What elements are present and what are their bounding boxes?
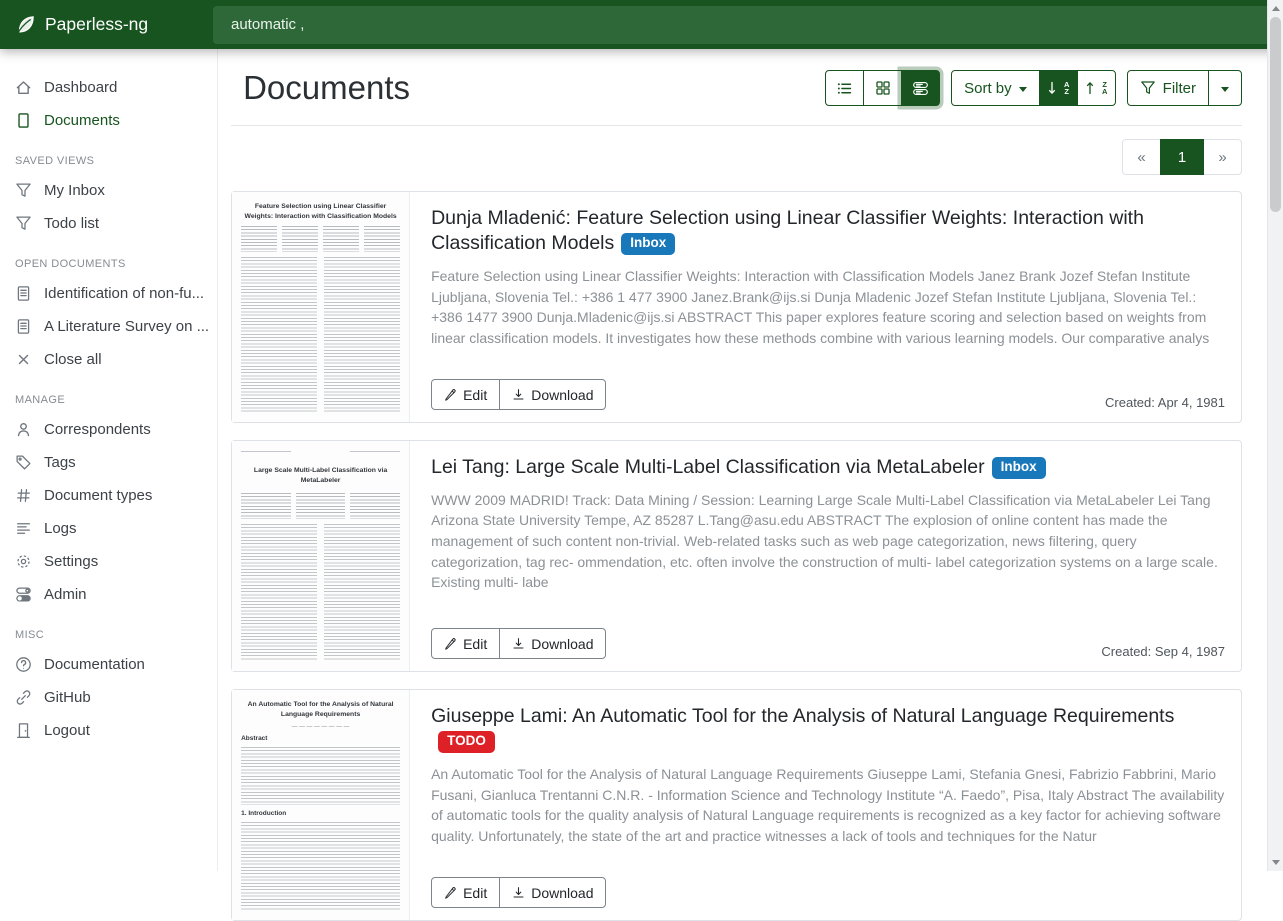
person-icon bbox=[15, 421, 32, 438]
sidebar-item-label: Correspondents bbox=[44, 421, 151, 438]
funnel-icon bbox=[15, 182, 32, 199]
sidebar-item-my-inbox[interactable] bbox=[0, 174, 217, 207]
pagination bbox=[1122, 139, 1242, 175]
edit-button[interactable] bbox=[431, 379, 500, 410]
sidebar-item-logs[interactable] bbox=[0, 512, 217, 545]
sidebar-item-open-doc-1[interactable] bbox=[0, 277, 217, 310]
brand-name: Paperless-ng bbox=[45, 14, 149, 34]
edit-label: Edit bbox=[463, 635, 488, 652]
sidebar-item-label: Documents bbox=[44, 112, 120, 129]
a-z-letters: A Z bbox=[1063, 79, 1070, 96]
top-navbar bbox=[0, 0, 1283, 49]
download-button[interactable] bbox=[499, 628, 606, 659]
sort-descending-button[interactable] bbox=[1039, 70, 1078, 106]
close-icon bbox=[15, 351, 32, 368]
card-actions bbox=[431, 379, 606, 410]
view-list-button[interactable] bbox=[825, 70, 864, 106]
scroll-down-arrow-icon[interactable] bbox=[1272, 860, 1280, 865]
funnel-icon bbox=[1140, 80, 1156, 96]
document-snippet: An Automatic Tool for the Analysis of Natural Language Requirements Giuseppe Lami, Stefania Gnesi, Fabrizio Fabbrini, Mario Fusani, Gianluca Trentanni C.N.R. - Information Science and Technology Institute “A. Faedo”, Pisa, Italy Abstract The availability of automatic tools for the quality analysis of Natural Language requirements is recognized as a key factor for achieving software quality. Unfortunately, the state of the art and practice witnesses a lack of tools and techniques for the Natur bbox=[431, 766, 1225, 844]
pencil-icon bbox=[444, 637, 457, 650]
pagination-page-1-button[interactable]: 1 bbox=[1160, 139, 1204, 175]
filter-button[interactable] bbox=[1127, 70, 1209, 106]
created-date: Created: Sep 4, 1987 bbox=[1101, 644, 1225, 659]
sidebar-item-label: Todo list bbox=[44, 215, 100, 232]
view-grid-button[interactable] bbox=[863, 70, 902, 106]
thumbnail-section-heading: 1. Introduction bbox=[241, 810, 287, 818]
file-text-icon bbox=[15, 285, 32, 302]
sidebar-section-manage: MANAGE bbox=[15, 394, 66, 406]
sort-by-label: Sort by bbox=[964, 79, 1012, 97]
house-icon bbox=[15, 79, 32, 96]
document-title: Lei Tang: Large Scale Multi-Label Classification via MetaLabeler bbox=[431, 456, 985, 478]
sidebar-item-label: Close all bbox=[44, 351, 102, 368]
text-lines-icon bbox=[15, 520, 32, 537]
sort-alpha-down-icon bbox=[1047, 81, 1057, 95]
document-title: Dunja Mladenić: Feature Selection using Linear Classifier Weights: Interaction with Classification Models bbox=[431, 207, 1144, 255]
download-label: Download bbox=[531, 386, 594, 403]
download-icon bbox=[512, 886, 525, 899]
download-label: Download bbox=[531, 884, 594, 901]
sidebar-item-admin[interactable] bbox=[0, 578, 217, 611]
sidebar-item-close-all[interactable] bbox=[0, 343, 217, 376]
thumbnail-title: An Automatic Tool for the Analysis of Natural Language Requirements bbox=[247, 701, 394, 718]
sidebar-item-document-types[interactable] bbox=[0, 479, 217, 512]
download-icon bbox=[512, 637, 525, 650]
edit-button[interactable] bbox=[431, 628, 500, 659]
sidebar-item-label: A Literature Survey on ... bbox=[44, 318, 210, 335]
download-label: Download bbox=[531, 635, 594, 652]
sidebar-item-label: Logout bbox=[44, 722, 90, 739]
sidebar-item-todo-list[interactable] bbox=[0, 207, 217, 240]
sidebar-item-label: Settings bbox=[44, 553, 99, 570]
document-title-link[interactable] bbox=[431, 455, 1225, 481]
sidebar-item-label: Documentation bbox=[44, 656, 145, 673]
caret-down-icon bbox=[1019, 87, 1027, 92]
sidebar-section-misc: MISC bbox=[15, 629, 45, 641]
sidebar-item-dashboard[interactable] bbox=[0, 71, 217, 104]
hash-icon bbox=[15, 487, 32, 504]
toolbar bbox=[825, 70, 1242, 106]
sort-by-button[interactable] bbox=[951, 70, 1040, 106]
funnel-icon bbox=[15, 215, 32, 232]
sidebar-item-label: Admin bbox=[44, 586, 87, 603]
sidebar-section-saved-views: SAVED VIEWS bbox=[15, 155, 95, 167]
filter-dropdown-button[interactable] bbox=[1208, 70, 1242, 106]
document-card bbox=[231, 689, 1242, 921]
document-thumbnail[interactable] bbox=[232, 690, 410, 920]
list-icon bbox=[836, 80, 853, 97]
edit-label: Edit bbox=[463, 386, 488, 403]
document-snippet: WWW 2009 MADRID! Track: Data Mining / Session: Learning Large Scale Multi-Label Classification via MetaLabeler Lei Tang Arizona State University Tempe, AZ 85287 L.Tang@asu.edu ABSTRACT The explosion of online content has made the management of such content non-trivial. Web-related tasks such as web page categorization, news filtering, query categorization, tag rec- ommendation, etc. often involve the construction of multi- label categorization systems on a large scale. Existing multi- labe bbox=[431, 491, 1218, 591]
document-thumbnail[interactable] bbox=[232, 192, 410, 422]
sidebar-item-label: Tags bbox=[44, 454, 76, 471]
download-button[interactable] bbox=[499, 877, 606, 908]
thumbnail-title: Feature Selection using Linear Classifier Weights: Interaction with Classification Models bbox=[244, 203, 397, 220]
pagination-next-button[interactable]: » bbox=[1203, 139, 1242, 175]
details-list-icon bbox=[912, 80, 929, 97]
sidebar-item-documentation[interactable] bbox=[0, 648, 217, 681]
sidebar-item-label: Document types bbox=[44, 487, 153, 504]
scrollbar-thumb[interactable] bbox=[1270, 17, 1281, 212]
sidebar-item-label: Identification of non-fu... bbox=[44, 285, 205, 302]
edit-button[interactable] bbox=[431, 877, 500, 908]
sidebar-item-open-doc-2[interactable] bbox=[0, 310, 217, 343]
sidebar-item-label: Logs bbox=[44, 520, 77, 537]
file-icon bbox=[15, 112, 32, 129]
grid-icon bbox=[875, 80, 891, 96]
sort-group bbox=[951, 70, 1116, 106]
document-card bbox=[231, 440, 1242, 672]
sidebar-item-logout[interactable] bbox=[0, 714, 217, 747]
sort-ascending-button[interactable] bbox=[1077, 70, 1116, 106]
pagination-prev-button[interactable]: « bbox=[1122, 139, 1161, 175]
sidebar-item-label: GitHub bbox=[44, 689, 91, 706]
scroll-up-arrow-icon[interactable] bbox=[1272, 6, 1280, 11]
scrollbar[interactable] bbox=[1267, 0, 1283, 871]
sidebar-item-label: Dashboard bbox=[44, 79, 118, 96]
document-card bbox=[231, 191, 1242, 423]
main-content bbox=[218, 49, 1267, 901]
thumbnail-authors: — — — — — — — — bbox=[291, 724, 350, 731]
view-details-button[interactable] bbox=[901, 70, 940, 106]
download-button[interactable] bbox=[499, 379, 606, 410]
thumbnail-section-heading: Abstract bbox=[241, 735, 268, 743]
tag-badge-todo[interactable]: TODO bbox=[438, 731, 495, 753]
document-title: Giuseppe Lami: An Automatic Tool for the Analysis of Natural Language Requirements bbox=[431, 705, 1175, 727]
z-a-letters: Z A bbox=[1101, 79, 1108, 96]
gear-icon bbox=[15, 553, 32, 570]
sidebar-item-documents[interactable] bbox=[0, 104, 217, 137]
caret-down-icon bbox=[1221, 87, 1229, 92]
sidebar-item-tags[interactable] bbox=[0, 446, 217, 479]
question-circle-icon bbox=[15, 656, 32, 673]
tag-icon bbox=[15, 454, 32, 471]
filter-group bbox=[1127, 70, 1242, 106]
thumbnail-title: Large Scale Multi-Label Classification via MetaLabeler bbox=[253, 467, 388, 484]
filter-label: Filter bbox=[1162, 79, 1196, 97]
created-date: Created: Apr 4, 1981 bbox=[1105, 395, 1225, 410]
card-actions bbox=[431, 877, 606, 908]
pencil-icon bbox=[444, 388, 457, 401]
document-snippet: Feature Selection using Linear Classifier Weights: Interaction with Classification Models Janez Brank Jozef Stefan Institute Ljubljana, Slovenia Tel.: +386 1 477 3900 Janez.Brank@ijs.si Dunja Mladenic Jozef Stefan Institute Ljubljana, Slovenia Tel.: +386 1477 3900 Dunja.Mladenic@ijs.si ABSTRACT This paper explores feature scoring and selection based on weights from linear classification models. It investigates how these methods combine with various learning models. Our comparative analys bbox=[431, 268, 1210, 346]
pencil-icon bbox=[444, 886, 457, 899]
document-title-link[interactable] bbox=[431, 704, 1225, 755]
title-divider bbox=[231, 125, 1242, 126]
page-title: Documents bbox=[243, 69, 410, 106]
sidebar bbox=[0, 49, 218, 871]
search-input[interactable] bbox=[213, 6, 1281, 44]
sidebar-section-open-documents: OPEN DOCUMENTS bbox=[15, 258, 126, 270]
brand-link[interactable] bbox=[0, 14, 213, 35]
tag-badge-inbox[interactable]: Inbox bbox=[621, 233, 675, 255]
toggles-icon bbox=[15, 586, 32, 603]
sidebar-item-github[interactable] bbox=[0, 681, 217, 714]
leaf-icon bbox=[15, 15, 35, 35]
edit-label: Edit bbox=[463, 884, 488, 901]
sort-alpha-up-icon bbox=[1085, 81, 1095, 95]
door-icon bbox=[15, 722, 32, 739]
link-icon bbox=[15, 689, 32, 706]
download-icon bbox=[512, 388, 525, 401]
tag-badge-inbox[interactable]: Inbox bbox=[992, 457, 1046, 479]
document-thumbnail[interactable] bbox=[232, 441, 410, 671]
sidebar-item-label: My Inbox bbox=[44, 182, 105, 199]
sidebar-item-correspondents[interactable] bbox=[0, 413, 217, 446]
document-title-link[interactable] bbox=[431, 206, 1225, 257]
view-toggle-group bbox=[825, 70, 940, 106]
file-text-icon bbox=[15, 318, 32, 335]
sidebar-item-settings[interactable] bbox=[0, 545, 217, 578]
card-actions bbox=[431, 628, 606, 659]
